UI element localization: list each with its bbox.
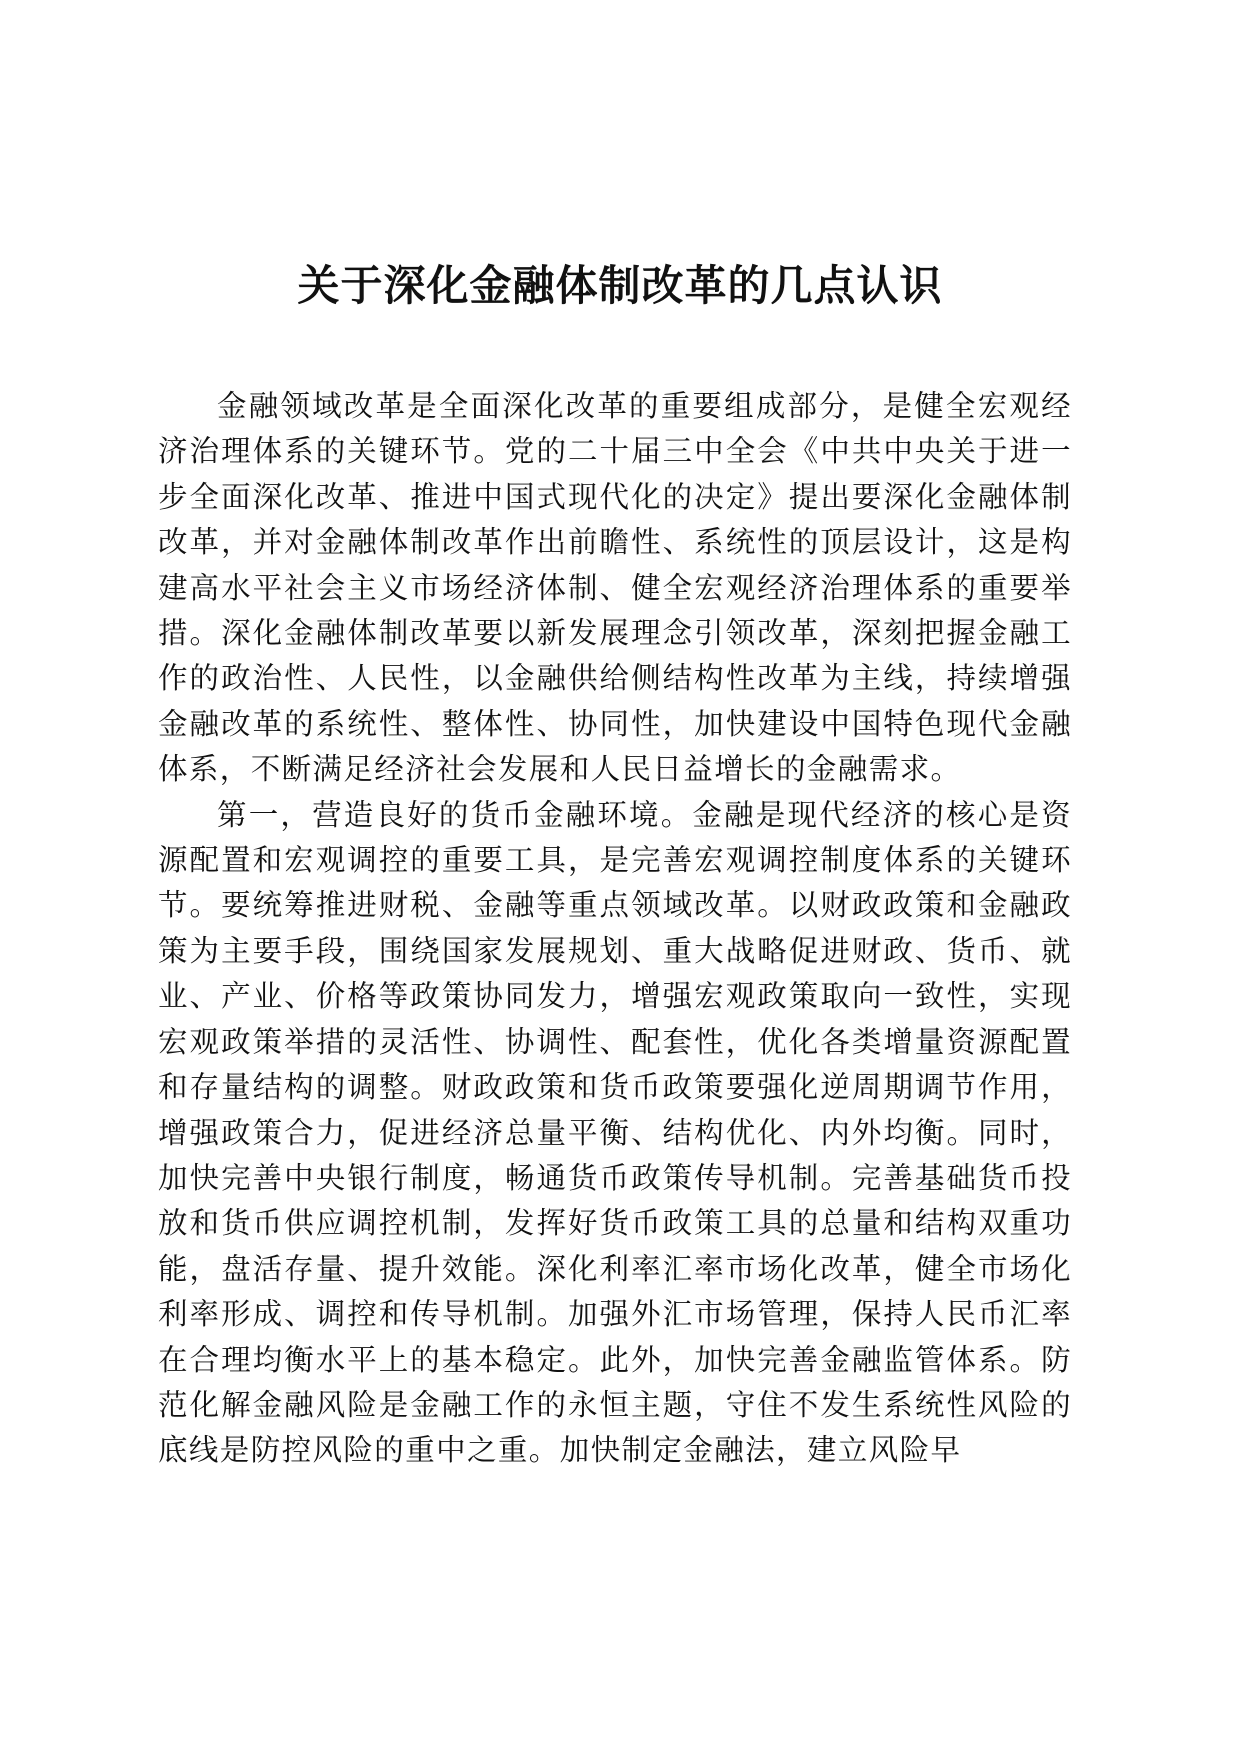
paragraph-first-point: 第一，营造良好的货币金融环境。金融是现代经济的核心是资源配置和宏观调控的重要工具，是完善宏观调控制度体系的关键环节。要统筹推进财税、金融等重点领域改革。以财政政策和金融政策为主要手段，围绕国家发展规划、重大战略促进财政、货币、就业、产业、价格等政策协同发力，增强宏观政策取向一致性，实现宏观政策举措的灵活性、协调性、配套性，优化各类增量资源配置和存量结构的调整。财政政策和货币政策要强化逆周期调节作用，增强政策合力，促进经济总量平衡、结构优化、内外均衡。同时，加快完善中央银行制度，畅通货币政策传导机制。完善基础货币投放和货币供应调控机制，发挥好货币政策工具的总量和结构双重功能，盘活存量、提升效能。深化利率汇率市场化改革，健全市场化利率形成、调控和传导机制。加强外汇市场管理，保持人民币汇率在合理均衡水平上的基本稳定。此外，加快完善金融监管体系。防范化解金融风险是金融工作的永恒主题，守住不发生系统性风险的底线是防控风险的重中之重。加快制定金融法，建立风险早 (158, 797, 1072, 1468)
document-title: 关于深化金融体制改革的几点认识 (297, 261, 943, 310)
document-body (158, 384, 1072, 1474)
paragraph-intro: 金融领域改革是全面深化改革的重要组成部分，是健全宏观经济治理体系的关键环节。党的二十届三中全会《中共中央关于进一步全面深化改革、推进中国式现代化的决定》提出要深化金融体制改革，并对金融体制改革作出前瞻性、系统性的顶层设计，这是构建高水平社会主义市场经济体制、健全宏观经济治理体系的重要举措。深化金融体制改革要以新发展理念引领改革，深刻把握金融工作的政治性、人民性，以金融供给侧结构性改革为主线，持续增强金融改革的系统性、整体性、协同性，加快建设中国特色现代金融体系，不断满足经济社会发展和人民日益增长的金融需求。 (158, 389, 1072, 787)
